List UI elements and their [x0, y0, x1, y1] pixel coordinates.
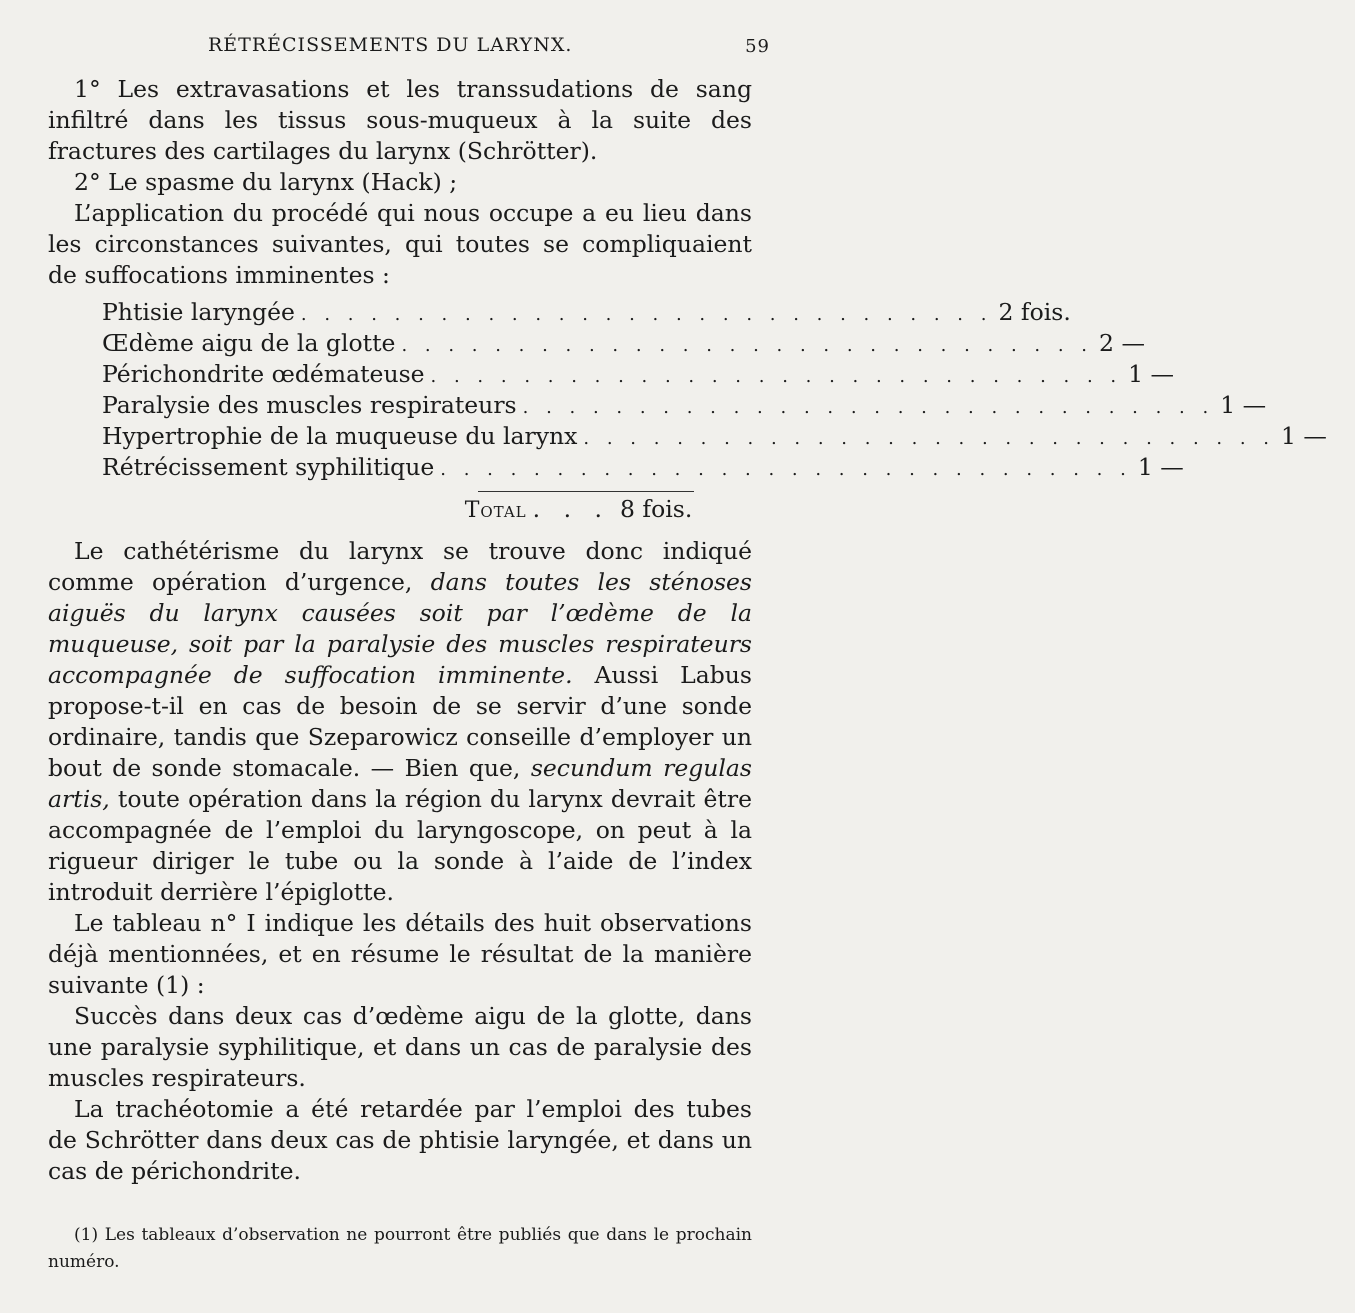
running-title: RÉTRÉCISSEMENTS DU LARYNX.: [208, 34, 573, 56]
row-label: Rétrécissement syphilitique: [102, 453, 435, 481]
table-row: [48, 297, 1071, 328]
table-summary-paragraph: Le tableau n° I indique les détails des huit observations déjà mentionnées, et en résume le résultat de la manière suivante (1) :: [48, 909, 752, 999]
row-count: 2 —: [1099, 329, 1145, 357]
leader-dots: . . . . . . . . . . . . . . . . . . . . . . . . . . . . . .: [430, 366, 1123, 387]
leader-dots: . . . . . . . . . . . . . . . . . . . . . . . . . . . . . .: [522, 397, 1215, 418]
leader-dots: . . . . . . . . . . . . . . . . . . . . . . . . . . . . . .: [401, 335, 1094, 356]
row-label: Périchondrite œdémateuse: [102, 360, 425, 388]
total-rule: [478, 491, 694, 492]
row-count: 1 —: [1281, 422, 1327, 450]
row-label: Hypertrophie de la muqueuse du larynx: [102, 422, 578, 450]
indication-paragraph: [48, 536, 752, 908]
cases-table: [48, 297, 1327, 526]
table-total: [48, 494, 752, 526]
circumstances-paragraph: L’application du procédé qui nous occupe a eu lieu dans les circonstances suivantes, qui toutes se compliquaient de suffocations imminentes :: [48, 199, 752, 289]
table-row: [48, 390, 1267, 421]
leader-dots: . . . . . . . . . . . . . . . . . . . . . . . . . . . . . .: [300, 304, 993, 325]
indication-text-end: toute opération dans la région du larynx devrait être accompagnée de l’emploi du laryngoscope, on peut à la rigueur diriger le tube ou la sonde à l’aide de l’index introduit derrière l’épiglotte.: [48, 785, 752, 906]
total-value: 8 fois.: [620, 495, 693, 523]
row-label: Paralysie des muscles respirateurs: [102, 391, 517, 419]
table-row: [48, 328, 1145, 359]
row-count: 1 —: [1220, 391, 1267, 419]
indication-emphasis: dans toutes les sténoses aiguës du larynx causées soit par l’œdème de la muqueuse, soit par la paralysie des muscles respirateurs accompagnée de suffocation imminente.: [48, 568, 752, 689]
tracheotomy-paragraph: La trachéotomie a été retardée par l’emploi des tubes de Schrötter dans deux cas de phtisie laryngée, et dans un cas de périchondrite.: [48, 1095, 752, 1185]
item-1-paragraph: 1° Les extravasations et les transsudations de sang infiltré dans les tissus sous-muqueux à la suite des fractures des cartilages du larynx (Schrötter).: [48, 75, 752, 165]
row-label: Phtisie laryngée: [102, 298, 295, 326]
indication-text-middle: Aussi Labus propose-t-il en cas de besoin de se servir d’une sonde ordinaire, tandis que Szeparowicz conseille d’employer un bout de sonde stomacale. — Bien que,: [48, 661, 752, 782]
row-count: 2 fois.: [998, 298, 1071, 326]
footnote-text: (1) Les tableaux d’observation ne pourront être publiés que dans le prochain numéro.: [48, 1225, 752, 1272]
table-row: [48, 421, 1327, 452]
table-row: [48, 359, 1175, 390]
latin-phrase: secundum regulas artis,: [48, 754, 752, 813]
leader-dots: . . . . . . . . . . . . . . . . . . . . . . . . . . . . . .: [440, 459, 1132, 480]
total-dots: . . .: [532, 495, 610, 523]
item-2-paragraph: 2° Le spasme du larynx (Hack) ;: [74, 168, 458, 196]
main-text: [48, 74, 1327, 1187]
row-count: 1 —: [1128, 360, 1175, 388]
running-header: [0, 34, 800, 64]
leader-dots: . . . . . . . . . . . . . . . . . . . . . . . . . . . . . .: [583, 428, 1276, 449]
total-label: Total: [464, 498, 527, 523]
row-count: 1 —: [1137, 453, 1184, 481]
indication-text-start: Le cathétérisme du larynx se trouve donc indiqué comme opération d’urgence,: [48, 537, 752, 596]
page-number: 59: [745, 36, 770, 57]
success-paragraph: Succès dans deux cas d’œdème aigu de la glotte, dans une paralysie syphilitique, et dans un cas de paralysie des muscles respirateurs.: [48, 1002, 752, 1092]
row-label: Œdème aigu de la glotte: [102, 329, 396, 357]
table-row: [48, 452, 1184, 483]
footnote: [48, 1222, 752, 1276]
